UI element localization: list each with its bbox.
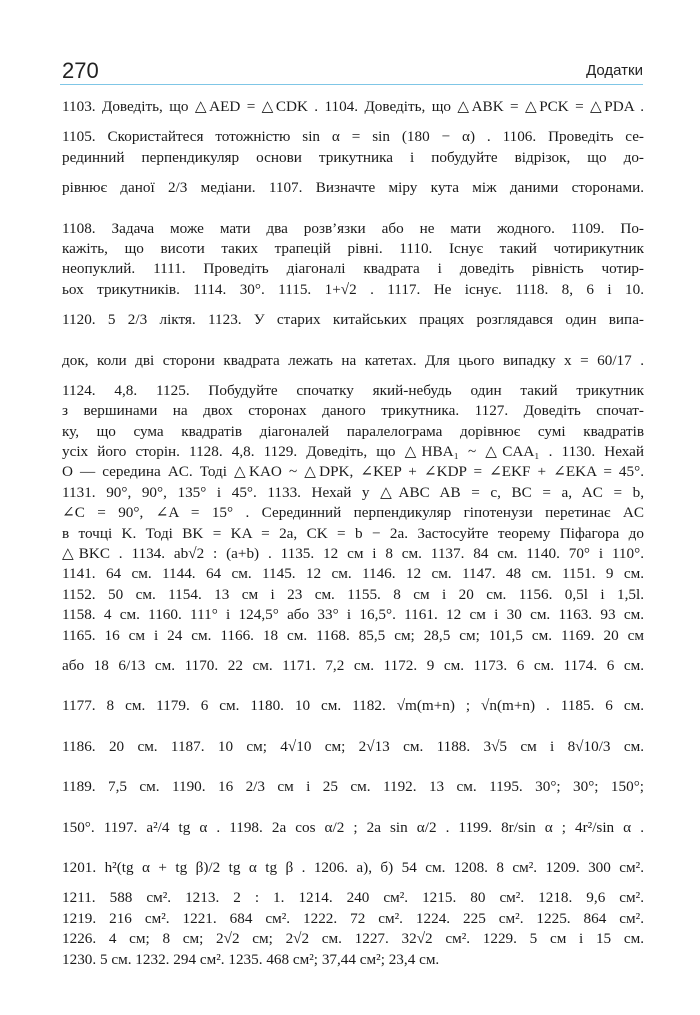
text-line: 1177. 8 см. 1179. 6 см. 1180. 10 см. 1182. √m(m+n) ; √n(m+n) . 1185. 6 см.: [62, 697, 644, 715]
header-divider: [60, 84, 643, 85]
answers-text: [62, 98, 644, 971]
text-line: рівнює даної 2/3 медіани. 1107. Визначте міру кута між даними сторонами.: [62, 179, 644, 197]
text-line: 1103. Доведіть, що △AED = △CDK . 1104. Доведіть, що △ABK = △PCK = △PDA .: [62, 98, 644, 115]
text-line: неопуклий. 1111. Проведіть діагоналі квадрата і доведіть рівність чотир-: [62, 260, 644, 278]
text-line: кажіть, що висоти таких трапецій рівні. 1110. Існує такий чотирикутник: [62, 239, 644, 257]
text-line: 1124. 4,8. 1125. Побудуйте спочатку який-небудь один такий трикутник: [62, 381, 644, 399]
text-line: 1230. 5 см. 1232. 294 см². 1235. 468 см²; 37,44 см²; 23,4 см.: [62, 950, 440, 968]
text-line: 1141. 64 см. 1144. 64 см. 1145. 12 см. 1146. 12 см. 1147. 48 см. 1151. 9 см.: [62, 565, 644, 583]
page-header: [0, 0, 700, 90]
text-line: 1165. 16 см і 24 см. 1166. 18 см. 1168. 85,5 см; 28,5 см; 101,5 см. 1169. 20 см: [62, 626, 644, 644]
text-line: 150°. 1197. a²/4 tg α . 1198. 2a cos α/2 ; 2a sin α/2 . 1199. 8r/sin α ; 4r²/sin α .: [62, 818, 644, 836]
page-number: 270: [62, 58, 99, 83]
text-line: в точці K. Тоді BK = KA = 2a, CK = b − 2a. Застосуйте теорему Піфагора до: [62, 524, 644, 542]
text-line: 1152. 50 см. 1154. 13 см і 23 см. 1155. 8 см і 20 см. 1156. 0,5l і 1,5l.: [62, 585, 644, 603]
text-line: 1189. 7,5 см. 1190. 16 2/3 см і 25 см. 1192. 13 см. 1195. 30°; 30°; 150°;: [62, 778, 644, 796]
text-line: ьох трикутників. 1114. 30°. 1115. 1+√2 . 1117. Не існує. 1118. 8, 6 і 10.: [62, 280, 644, 298]
text-line: 1186. 20 см. 1187. 10 см; 4√10 см; 2√13 см. 1188. 3√5 см і 8√10/3 см.: [62, 737, 644, 755]
section-title: Додатки: [586, 62, 643, 79]
text-line: 1131. 90°, 90°, 135° і 45°. 1133. Нехай у △ABC AB = c, BC = a, AC = b,: [62, 483, 644, 501]
text-line: 1105. Скористайтеся тотожністю sin α = sin (180 − α) . 1106. Проведіть се-: [62, 128, 644, 146]
text-line: ∠C = 90°, ∠A = 15° . Серединний перпендикуляр гіпотенузи перетинає AC: [62, 504, 644, 522]
text-line: з вершинами на двох сторонах даного трикутника. 1127. Доведіть спочат-: [62, 402, 644, 420]
text-line: усіх його сторін. 1128. 4,8. 1129. Доведіть, що △HBA₁ ~ △CAA₁ . 1130. Нехай: [62, 443, 644, 461]
text-line: або 18 6/13 см. 1170. 22 см. 1171. 7,2 см. 1172. 9 см. 1173. 6 см. 1174. 6 см.: [62, 656, 644, 674]
text-line: 1219. 216 см². 1221. 684 см². 1222. 72 см². 1224. 225 см². 1225. 864 см².: [62, 909, 644, 927]
text-line: ку, що сума квадратів діагоналей паралелограма дорівнює сумі квадратів: [62, 422, 644, 440]
text-line: 1226. 4 см; 8 см; 2√2 см; 2√2 см. 1227. 32√2 см². 1229. 5 см і 15 см.: [62, 930, 644, 948]
text-line: 1211. 588 см². 1213. 2 : 1. 1214. 240 см². 1215. 80 см². 1218. 9,6 см².: [62, 889, 644, 907]
text-line: 1201. h²(tg α + tg β)/2 tg α tg β . 1206. а), б) 54 см. 1208. 8 см². 1209. 300 см².: [62, 858, 644, 876]
text-line: O — середина AC. Тоді △KAO ~ △DPK, ∠KEP + ∠KDP = ∠EKF + ∠EKA = 45°.: [62, 463, 644, 481]
text-line: 1120. 5 2/3 ліктя. 1123. У старих китайських працях розглядався один випа-: [62, 311, 644, 329]
text-line: 1158. 4 см. 1160. 111° і 124,5° або 33° і 16,5°. 1161. 12 см і 30 см. 1163. 93 см.: [62, 606, 644, 624]
text-line: рединний перпендикуляр основи трикутника і побудуйте відрізок, що до-: [62, 148, 644, 166]
text-line: △BKC . 1134. ab√2 : (a+b) . 1135. 12 см і 8 см. 1137. 84 см. 1140. 70° і 110°.: [62, 545, 644, 563]
text-line: 1108. Задача може мати два розв’язки або не мати жодного. 1109. По-: [62, 219, 644, 237]
text-line: док, коли дві сторони квадрата лежать на катетах. Для цього випадку x = 60/17 .: [62, 351, 644, 369]
